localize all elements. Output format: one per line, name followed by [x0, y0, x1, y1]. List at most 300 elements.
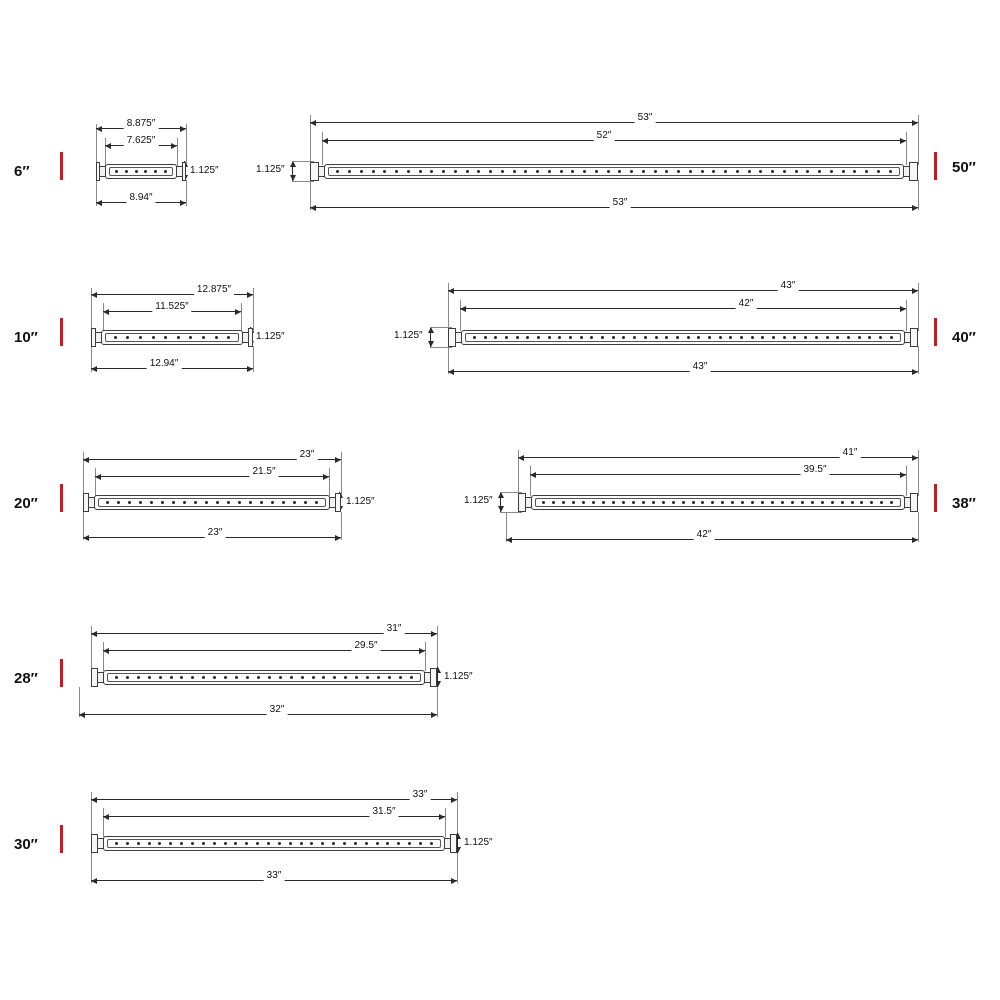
dimension-text-top-inner: 7.625″ [124, 135, 159, 146]
dimension-text-top-inner: 42″ [736, 298, 757, 309]
led [569, 336, 572, 339]
led [783, 336, 786, 339]
led [701, 170, 704, 173]
led [815, 336, 818, 339]
led-row [539, 500, 897, 505]
led [267, 842, 270, 845]
led [795, 170, 798, 173]
size-label-38in: 38″ [952, 495, 976, 512]
led [125, 170, 128, 173]
ext-line [341, 452, 342, 496]
dimension-line [79, 714, 437, 715]
led [801, 501, 804, 504]
led-row [109, 335, 235, 340]
led [806, 170, 809, 173]
led [408, 842, 411, 845]
dimension-text-bottom: 42″ [694, 529, 715, 540]
led [612, 336, 615, 339]
end-cap-left [99, 166, 106, 177]
led [343, 842, 346, 845]
led [583, 170, 586, 173]
led [301, 676, 304, 679]
mounting-bracket-right [430, 668, 437, 687]
led [602, 501, 605, 504]
light-bar-40in [448, 326, 918, 348]
led [164, 170, 167, 173]
led [736, 170, 739, 173]
dimension-text-height: 1.125″ [464, 495, 493, 506]
led [172, 501, 175, 504]
led [289, 842, 292, 845]
led [477, 170, 480, 173]
led [662, 501, 665, 504]
led [791, 501, 794, 504]
dimension-text-top-outer: 31″ [384, 623, 405, 634]
led [484, 336, 487, 339]
mounting-bracket-right [450, 834, 457, 853]
led [847, 336, 850, 339]
size-label-50in: 50″ [952, 159, 976, 176]
led [194, 501, 197, 504]
mounting-bracket-right [910, 328, 918, 347]
led [771, 170, 774, 173]
led [150, 501, 153, 504]
mounting-bracket-left [91, 328, 96, 347]
led [870, 501, 873, 504]
ext-line [918, 450, 919, 496]
led [836, 336, 839, 339]
led [622, 336, 625, 339]
mounting-bracket-right [910, 493, 918, 512]
led [224, 842, 227, 845]
led [360, 170, 363, 173]
led [234, 842, 237, 845]
led [399, 676, 402, 679]
led [701, 501, 704, 504]
dimension-text-bottom: 23″ [205, 527, 226, 538]
dimension-text-height: 1.125″ [444, 671, 473, 682]
led [419, 170, 422, 173]
led [139, 501, 142, 504]
led [831, 501, 834, 504]
end-cap-left [455, 332, 462, 343]
led [293, 501, 296, 504]
led [115, 676, 118, 679]
led [676, 336, 679, 339]
led [841, 501, 844, 504]
led [126, 842, 129, 845]
led [783, 170, 786, 173]
led [558, 336, 561, 339]
led [256, 842, 259, 845]
dimension-text-top-outer: 33″ [410, 789, 431, 800]
dimension-line [310, 122, 918, 123]
led [642, 501, 645, 504]
ext-line [253, 346, 254, 372]
led [580, 336, 583, 339]
led [366, 676, 369, 679]
led [430, 842, 433, 845]
led [202, 842, 205, 845]
led [652, 501, 655, 504]
led [672, 501, 675, 504]
led [159, 676, 162, 679]
led [560, 170, 563, 173]
led [562, 501, 565, 504]
dimension-text-height: 1.125″ [394, 330, 423, 341]
ext-line [457, 792, 458, 837]
dimension-text-top-inner: 52″ [594, 130, 615, 141]
led [332, 842, 335, 845]
led [336, 170, 339, 173]
led [654, 170, 657, 173]
dimension-text-top-outer: 8.875″ [124, 118, 159, 129]
ext-line [437, 626, 438, 671]
led [189, 336, 192, 339]
led [761, 336, 764, 339]
led [590, 336, 593, 339]
led [489, 170, 492, 173]
led [751, 501, 754, 504]
ext-line [918, 346, 919, 374]
led [148, 842, 151, 845]
led [106, 501, 109, 504]
led [395, 170, 398, 173]
dimension-text-bottom: 33″ [264, 870, 285, 881]
led [501, 170, 504, 173]
led [180, 676, 183, 679]
led [115, 842, 118, 845]
led [365, 842, 368, 845]
led [128, 501, 131, 504]
mounting-bracket-right [335, 493, 341, 512]
dimension-text-top-inner: 11.525″ [152, 301, 191, 312]
dimension-text-height: 1.125″ [464, 837, 493, 848]
led [410, 676, 413, 679]
dimension-line-vertical [430, 327, 431, 347]
led [751, 336, 754, 339]
led [227, 336, 230, 339]
dimension-text-top-outer: 41″ [840, 447, 861, 458]
led [304, 501, 307, 504]
led [552, 501, 555, 504]
dimension-line [91, 799, 457, 800]
size-tick-50in [934, 152, 937, 180]
led [572, 501, 575, 504]
led [137, 676, 140, 679]
led [759, 170, 762, 173]
mounting-bracket-left [310, 162, 319, 181]
mounting-bracket-right [182, 162, 186, 181]
led [135, 170, 138, 173]
led [430, 170, 433, 173]
dimension-text-bottom: 43″ [690, 361, 711, 372]
end-cap-left [525, 497, 532, 508]
ext-line [186, 124, 187, 166]
led [397, 842, 400, 845]
dimension-line [448, 290, 918, 291]
led [632, 501, 635, 504]
led [548, 170, 551, 173]
led [595, 170, 598, 173]
led [388, 676, 391, 679]
light-bar-38in [518, 491, 918, 513]
led [612, 501, 615, 504]
led [811, 501, 814, 504]
end-cap-left [97, 672, 104, 683]
size-tick-20in [60, 484, 63, 512]
led [868, 336, 871, 339]
led [117, 501, 120, 504]
dimension-text-top-inner: 31.5″ [369, 806, 398, 817]
led [692, 501, 695, 504]
mounting-bracket-right [248, 328, 253, 347]
dimension-text-height: 1.125″ [256, 331, 285, 342]
light-bar-30in [91, 832, 457, 854]
led [537, 336, 540, 339]
led [215, 336, 218, 339]
ext-line [341, 512, 342, 540]
dimension-line-vertical [457, 833, 458, 853]
led [372, 170, 375, 173]
led-row [111, 675, 417, 680]
dimension-text-height: 1.125″ [346, 496, 375, 507]
led [183, 501, 186, 504]
led [665, 170, 668, 173]
led [310, 842, 313, 845]
led [202, 336, 205, 339]
led [724, 170, 727, 173]
dimension-text-height: 1.125″ [256, 164, 285, 175]
mounting-bracket-left [448, 328, 456, 347]
size-label-28in: 28″ [14, 670, 38, 687]
led [279, 676, 282, 679]
dimension-text-top-outer: 23″ [297, 449, 318, 460]
led [137, 842, 140, 845]
led [516, 336, 519, 339]
led [748, 170, 751, 173]
led [526, 336, 529, 339]
led [731, 501, 734, 504]
led [386, 842, 389, 845]
led [322, 676, 325, 679]
led [633, 336, 636, 339]
led [246, 676, 249, 679]
led [851, 501, 854, 504]
dimension-text-top-outer: 53″ [635, 112, 656, 123]
led [830, 170, 833, 173]
led [227, 501, 230, 504]
led [542, 501, 545, 504]
dimension-line-vertical [292, 161, 293, 181]
size-label-6in: 6″ [14, 163, 30, 180]
led [880, 501, 883, 504]
led [741, 501, 744, 504]
led [245, 842, 248, 845]
dimension-text-top-inner: 39.5″ [800, 464, 829, 475]
led [711, 501, 714, 504]
led [224, 676, 227, 679]
led [282, 501, 285, 504]
led [618, 170, 621, 173]
led-row [112, 169, 170, 174]
led [152, 336, 155, 339]
led [126, 336, 129, 339]
dimension-text-bottom: 32″ [267, 704, 288, 715]
end-cap-left [88, 497, 95, 508]
light-bar-6in [96, 160, 186, 182]
ext-line [918, 283, 919, 331]
dimension-line-vertical [500, 492, 501, 512]
mounting-bracket-left [83, 493, 89, 512]
dimension-text-top-inner: 29.5″ [351, 640, 380, 651]
led [249, 501, 252, 504]
led [879, 336, 882, 339]
light-bar-28in [91, 666, 437, 688]
led [622, 501, 625, 504]
led [348, 170, 351, 173]
size-label-20in: 20″ [14, 495, 38, 512]
led [213, 842, 216, 845]
ext-line [186, 180, 187, 206]
led [601, 336, 604, 339]
led [781, 501, 784, 504]
led [607, 170, 610, 173]
led [708, 336, 711, 339]
led [257, 676, 260, 679]
dimension-text-top-outer: 12.875″ [194, 284, 234, 295]
led [213, 676, 216, 679]
led [473, 336, 476, 339]
led [513, 170, 516, 173]
led [205, 501, 208, 504]
dimension-line [448, 371, 918, 372]
led [505, 336, 508, 339]
led [719, 336, 722, 339]
mounting-bracket-left [91, 834, 98, 853]
led-row [111, 841, 437, 846]
dimension-text-bottom: 53″ [610, 197, 631, 208]
led [354, 842, 357, 845]
led [148, 676, 151, 679]
dimension-text-top-inner: 21.5″ [249, 466, 278, 477]
dimension-text-top-outer: 43″ [778, 280, 799, 291]
led [665, 336, 668, 339]
ext-line [918, 180, 919, 210]
led [697, 336, 700, 339]
led [853, 170, 856, 173]
size-label-40in: 40″ [952, 329, 976, 346]
light-bar-20in [83, 491, 341, 513]
led [383, 170, 386, 173]
led [466, 170, 469, 173]
led [376, 842, 379, 845]
led [818, 170, 821, 173]
led [804, 336, 807, 339]
led [642, 170, 645, 173]
dimension-text-height: 1.125″ [190, 165, 219, 176]
dimension-text-bottom: 8.94″ [126, 192, 155, 203]
led [865, 170, 868, 173]
ext-line [457, 853, 458, 883]
led [889, 170, 892, 173]
led [355, 676, 358, 679]
size-tick-30in [60, 825, 63, 853]
led [571, 170, 574, 173]
led [677, 170, 680, 173]
led [821, 501, 824, 504]
led [271, 501, 274, 504]
led [454, 170, 457, 173]
dimension-text-bottom: 12.94″ [147, 358, 182, 369]
led [592, 501, 595, 504]
led [312, 676, 315, 679]
size-label-30in: 30″ [14, 836, 38, 853]
mounting-bracket-right [909, 162, 918, 181]
dimension-line [95, 476, 329, 477]
led [260, 501, 263, 504]
led [114, 336, 117, 339]
led [154, 170, 157, 173]
led [582, 501, 585, 504]
led [721, 501, 724, 504]
led [238, 501, 241, 504]
led [419, 842, 422, 845]
ext-line [253, 288, 254, 332]
led [158, 842, 161, 845]
led [161, 501, 164, 504]
led [333, 676, 336, 679]
dimension-line-vertical [437, 667, 438, 687]
led [144, 170, 147, 173]
led [191, 842, 194, 845]
led-row [332, 169, 896, 174]
light-bar-50in [310, 160, 918, 182]
led [771, 501, 774, 504]
led [315, 501, 318, 504]
led [177, 336, 180, 339]
led [170, 676, 173, 679]
end-cap-left [97, 838, 104, 849]
led [644, 336, 647, 339]
led-row [102, 500, 322, 505]
led [494, 336, 497, 339]
led [860, 501, 863, 504]
size-tick-40in [934, 318, 937, 346]
led [536, 170, 539, 173]
led [216, 501, 219, 504]
led [139, 336, 142, 339]
led [191, 676, 194, 679]
ext-line [437, 687, 438, 717]
led [687, 336, 690, 339]
led [630, 170, 633, 173]
dimension-line [530, 474, 906, 475]
led [164, 336, 167, 339]
led [682, 501, 685, 504]
led [877, 170, 880, 173]
led [890, 336, 893, 339]
led [842, 170, 845, 173]
led [268, 676, 271, 679]
ext-line [918, 115, 919, 165]
size-tick-38in [934, 484, 937, 512]
led [793, 336, 796, 339]
led [278, 842, 281, 845]
led [890, 501, 893, 504]
light-bar-10in [91, 326, 253, 348]
led [169, 842, 172, 845]
